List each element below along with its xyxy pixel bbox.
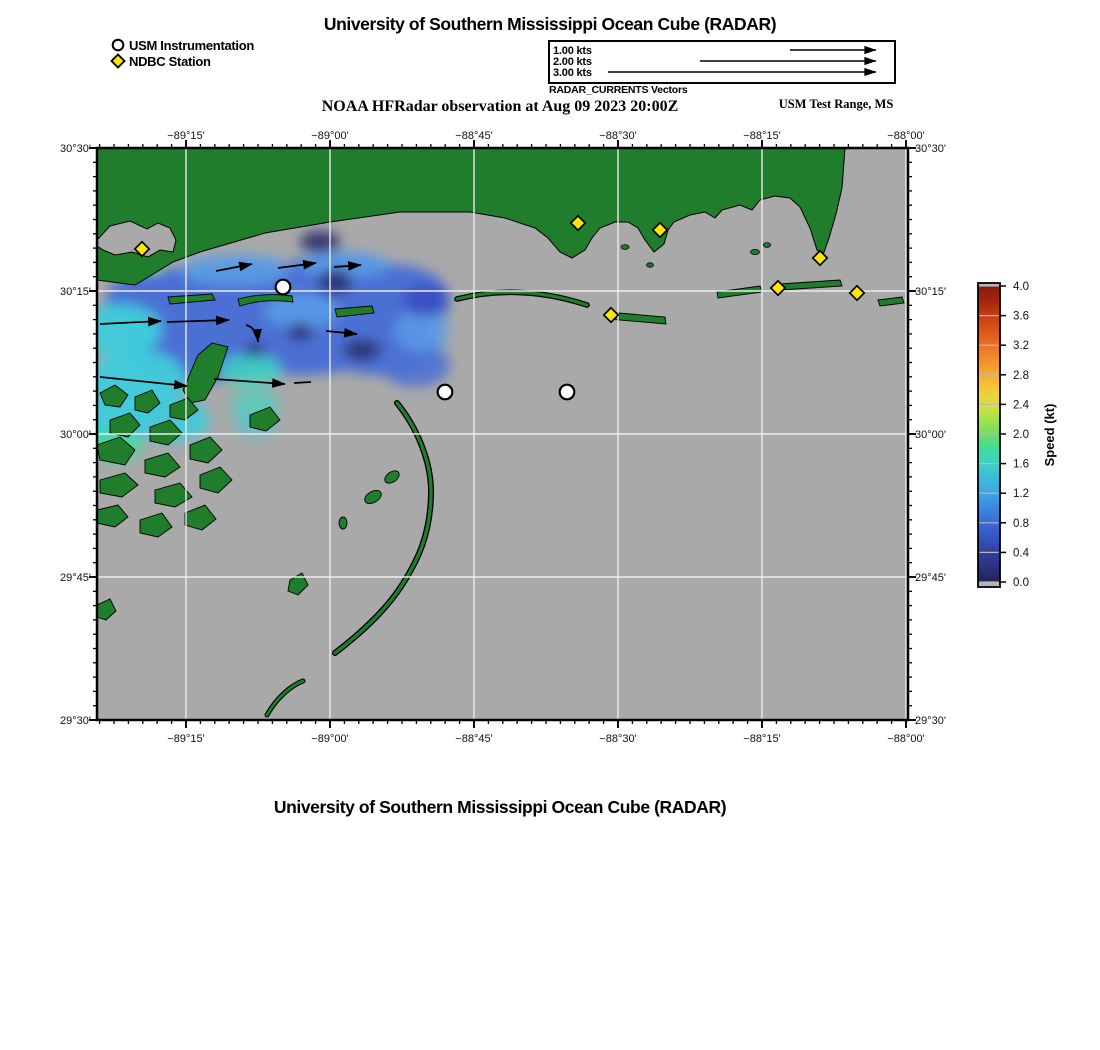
x-tick-label: −89°15' (167, 130, 205, 142)
y-tick-label: 29°45' (915, 572, 946, 584)
marker-legend (110, 37, 254, 69)
colorbar-tick-label: 2.4 (1013, 399, 1029, 412)
colorbar-tick-labels (1013, 281, 1030, 589)
usm-site-marker (276, 280, 291, 295)
map-canvas (40, 115, 1100, 765)
observation-subtitle: NOAA HFRadar observation at Aug 09 2023 20:00Z (321, 98, 679, 115)
bottom-title: University of Southern Mississippi Ocean Cube (RADAR) (273, 797, 727, 817)
y-tick-label: 30°30' (915, 143, 946, 155)
x-axis-labels-top (167, 130, 924, 142)
y-tick-label: 29°45' (60, 572, 91, 584)
x-tick-label: −88°15' (743, 733, 781, 745)
x-tick-label: −88°00' (887, 130, 925, 142)
scale-3kt-label: 3.00 kts (553, 67, 592, 79)
usm-site-marker (560, 385, 575, 400)
colorbar-tick-label: 1.6 (1013, 458, 1029, 471)
y-axis-labels-left (60, 143, 91, 727)
y-tick-label: 30°30' (60, 143, 91, 155)
colorbar-title: Speed (kt) (1042, 403, 1057, 467)
colorbar-tick-label: 3.2 (1013, 340, 1029, 353)
y-axis-labels-right (915, 143, 946, 727)
x-tick-label: −88°15' (743, 130, 781, 142)
legend-ndbc-label: NDBC Station (129, 53, 211, 69)
colorbar-tick-label: 1.2 (1013, 488, 1029, 501)
vector-scale-caption: RADAR_CURRENTS Vectors (549, 84, 688, 96)
legend-usm-label: USM Instrumentation (129, 37, 255, 53)
vector-scale-arrows (550, 43, 890, 79)
page-title: University of Southern Mississippi Ocean Cube (RADAR) (323, 14, 777, 34)
x-tick-label: −89°00' (311, 733, 349, 745)
current-vector-segment (294, 382, 311, 383)
legend-row-ndbc (110, 53, 254, 69)
x-tick-label: −88°30' (599, 733, 637, 745)
x-tick-label: −88°45' (455, 733, 493, 745)
x-tick-label: −89°15' (167, 733, 205, 745)
y-tick-label: 30°15' (915, 286, 946, 298)
x-tick-label: −88°00' (887, 733, 925, 745)
y-tick-label: 30°00' (915, 429, 946, 441)
scale-1kt-label: 1.00 kts (553, 45, 592, 57)
usm-circle-icon (110, 37, 126, 53)
y-tick-label: 29°30' (60, 715, 91, 727)
scale-2kt-label: 2.00 kts (553, 56, 592, 68)
usm-site-marker (438, 385, 453, 400)
colorbar-tick-label: 0.0 (1013, 577, 1029, 589)
colorbar-tick-label: 4.0 (1013, 281, 1029, 293)
colorbar-tick-label: 2.8 (1013, 369, 1029, 382)
x-tick-label: −89°00' (311, 130, 349, 142)
x-tick-label: −88°30' (599, 130, 637, 142)
colorbar (978, 281, 1057, 589)
colorbar-tick-label: 2.0 (1013, 429, 1029, 441)
y-tick-label: 30°00' (60, 429, 91, 441)
y-tick-label: 29°30' (915, 715, 946, 727)
x-tick-label: −88°45' (455, 130, 493, 142)
vector-scale-box (548, 40, 896, 84)
legend-row-usm (110, 37, 254, 53)
y-tick-label: 30°15' (60, 286, 91, 298)
colorbar-tick-label: 0.4 (1013, 547, 1029, 560)
colorbar-tick-label: 3.6 (1013, 310, 1029, 323)
x-axis-labels-bottom (167, 733, 924, 745)
ndbc-diamond-icon (110, 53, 126, 69)
colorbar-tick-label: 0.8 (1013, 517, 1029, 530)
test-range-label: USM Test Range, MS (778, 97, 894, 111)
